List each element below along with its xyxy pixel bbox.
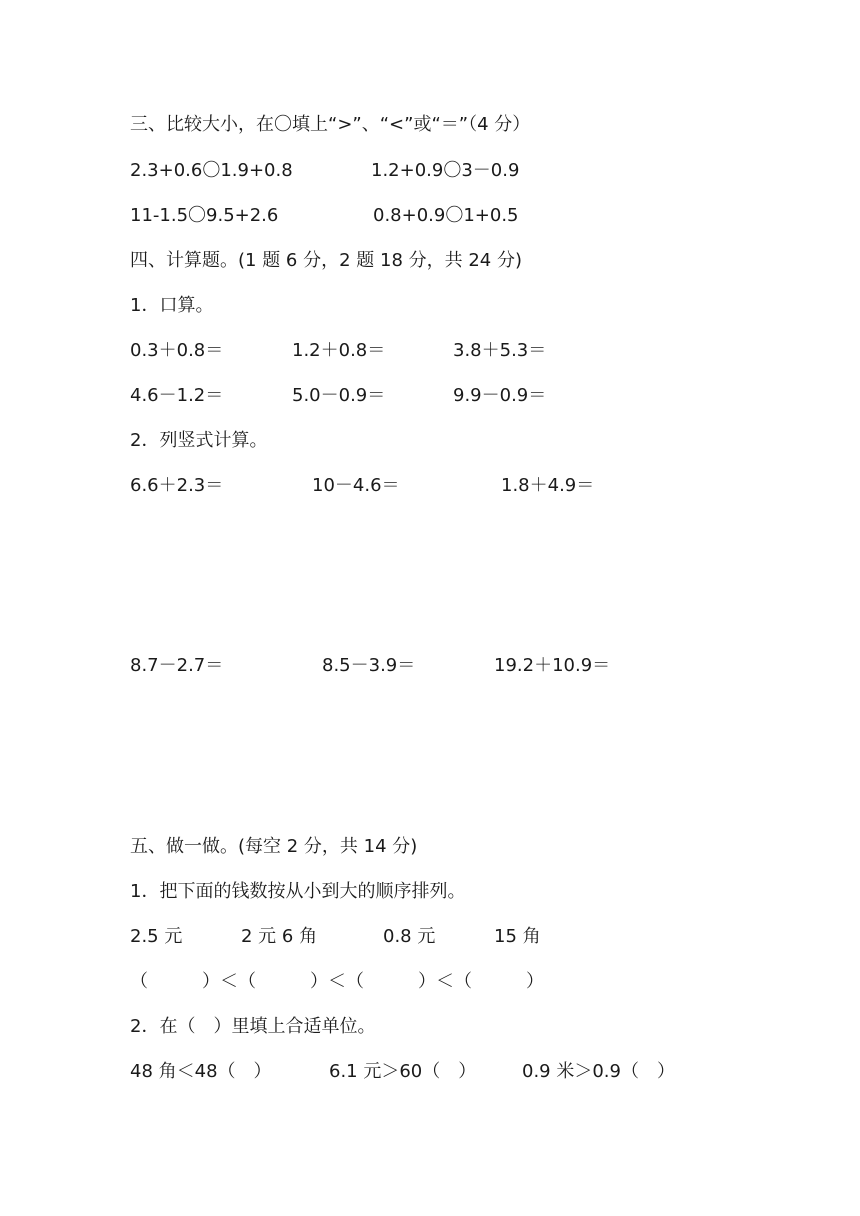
vertical-calc-row — [0, 471, 860, 501]
money-amounts-row — [0, 922, 860, 952]
money-amount: 2 元 6 角 — [241, 926, 318, 947]
compare-item: 0.8+0.9〇1+0.5 — [373, 205, 519, 226]
compare-item: 2.3+0.6〇1.9+0.8 — [130, 160, 293, 181]
oral-calc-item: 4.6－1.2＝ — [130, 385, 224, 406]
oral-calc-item: 0.3＋0.8＝ — [130, 340, 224, 361]
section-3-heading-row — [0, 110, 860, 140]
section-4-heading: 四、计算题。(1 题 6 分，2 题 18 分，共 24 分) — [130, 250, 522, 271]
unit-fill-item: 48 角＜48（ ） — [130, 1061, 272, 1082]
compare-item: 1.2+0.9〇3－0.9 — [371, 160, 520, 181]
compare-item: 11-1.5〇9.5+2.6 — [130, 205, 279, 226]
oral-calc-row — [0, 381, 860, 411]
section-5-heading-row — [0, 832, 860, 862]
vertical-calc-item: 8.5－3.9＝ — [322, 655, 416, 676]
vertical-calc-item: 6.6＋2.3＝ — [130, 475, 224, 496]
vertical-calc-row — [0, 651, 860, 681]
unit-fill-label: 2．在（ ）里填上合适单位。 — [130, 1016, 376, 1037]
compare-row — [0, 201, 860, 231]
money-amount: 15 角 — [494, 926, 541, 947]
section-4-heading-row — [0, 246, 860, 276]
money-order-label-row — [0, 877, 860, 907]
oral-calc-item: 9.9－0.9＝ — [453, 385, 547, 406]
money-order-label: 1．把下面的钱数按从小到大的顺序排列。 — [130, 881, 466, 902]
oral-calc-label: 1．口算。 — [130, 295, 214, 316]
money-amount: 0.8 元 — [383, 926, 436, 947]
unit-fill-item: 6.1 元＞60（ ） — [329, 1061, 477, 1082]
oral-calc-item: 1.2＋0.8＝ — [292, 340, 386, 361]
money-amount: 2.5 元 — [130, 926, 183, 947]
unit-fill-row — [0, 1057, 860, 1087]
vertical-calc-item: 19.2＋10.9＝ — [494, 655, 611, 676]
section-5-heading: 五、做一做。(每空 2 分，共 14 分) — [130, 836, 418, 857]
vertical-calc-label: 2．列竖式计算。 — [130, 430, 268, 451]
unit-fill-label-row — [0, 1012, 860, 1042]
oral-calc-item: 5.0－0.9＝ — [292, 385, 386, 406]
vertical-calc-item: 10－4.6＝ — [312, 475, 400, 496]
compare-row — [0, 156, 860, 186]
vertical-calc-label-row — [0, 426, 860, 456]
money-order-answer-row — [0, 967, 860, 997]
oral-calc-row — [0, 336, 860, 366]
oral-calc-item: 3.8＋5.3＝ — [453, 340, 547, 361]
unit-fill-item: 0.9 米＞0.9（ ） — [522, 1061, 675, 1082]
vertical-calc-item: 8.7－2.7＝ — [130, 655, 224, 676]
section-3-heading: 三、比较大小，在〇填上“>”、“<”或“＝”（4 分） — [130, 114, 531, 135]
oral-calc-label-row — [0, 291, 860, 321]
money-order-blanks: （ ）＜（ ）＜（ ）＜（ ） — [130, 971, 544, 992]
vertical-calc-item: 1.8＋4.9＝ — [501, 475, 595, 496]
